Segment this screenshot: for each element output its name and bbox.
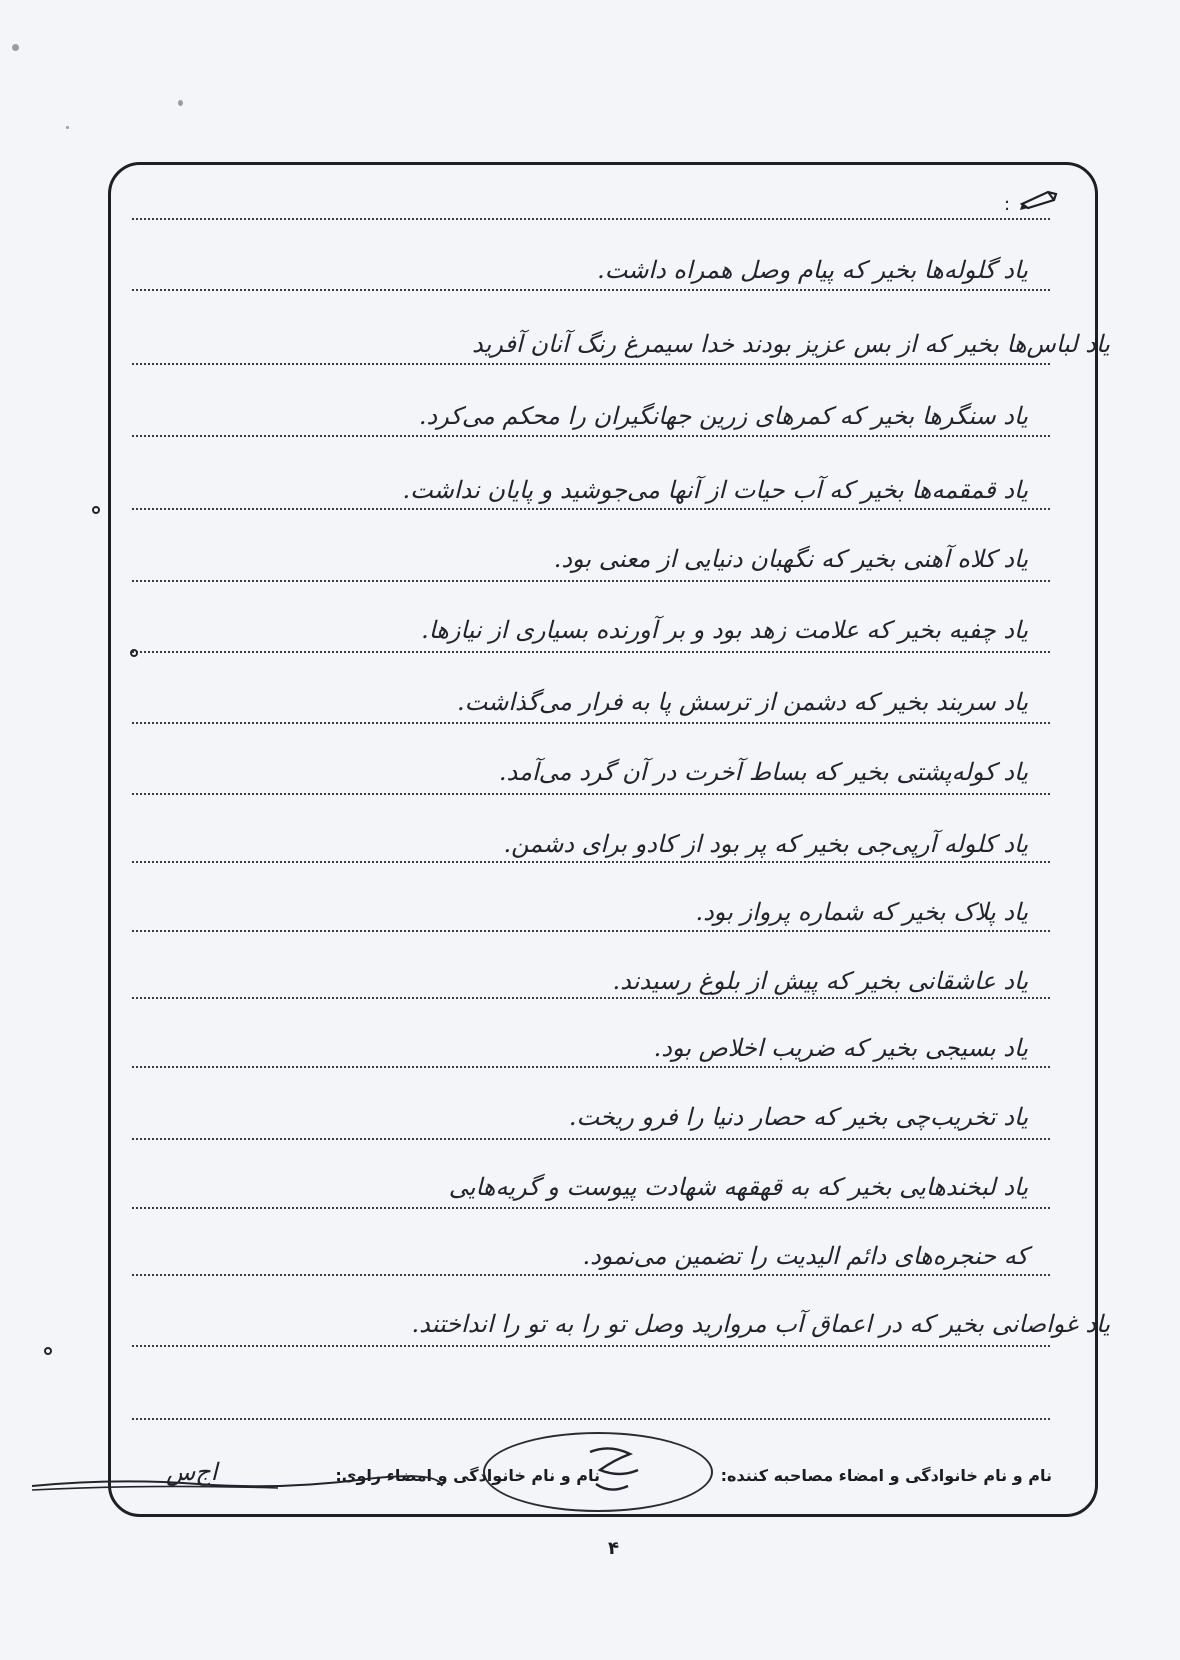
narrator-signature: اج‌س <box>166 1458 218 1486</box>
handwritten-line: یاد گلوله‌ها بخیر که پیام وصل همراه داشت. <box>597 256 1028 284</box>
ruled-line <box>132 651 1050 653</box>
margin-dot <box>130 649 138 657</box>
narrator-label: نام و نام خانوادگی و امضاء راوی: <box>335 1466 600 1485</box>
margin-dot <box>92 506 100 514</box>
pen-icon <box>1018 186 1062 212</box>
colon-mark: : <box>1004 194 1011 215</box>
handwritten-line: یاد قمقمه‌ها بخیر که آب حیات از آنها می‌جوشید و پایان نداشت. <box>402 476 1028 504</box>
ruled-line <box>132 508 1050 510</box>
ruled-line <box>132 722 1050 724</box>
handwritten-line: یاد لباس‌ها بخیر که از بس عزیز بودند خدا سیمرغ رنگ آنان آفرید <box>472 330 1110 358</box>
handwritten-line: که حنجره‌های دائم الیدیت را تضمین می‌نمود. <box>582 1242 1028 1270</box>
interviewer-signature <box>580 1440 650 1502</box>
page-number: ۴ <box>608 1538 619 1559</box>
ruled-line <box>132 997 1050 999</box>
ruled-line <box>132 1138 1050 1140</box>
ruled-line <box>132 218 1050 220</box>
handwritten-line: یاد غواصانی بخیر که در اعماق آب مروارید وصل تو را به تو را انداختند. <box>411 1310 1110 1338</box>
ruled-line <box>132 289 1050 291</box>
signature-stroke <box>28 1456 448 1502</box>
ruled-line <box>132 435 1050 437</box>
handwritten-line: یاد پلاک بخیر که شماره پرواز بود. <box>695 898 1028 926</box>
handwritten-line: یاد بسیجی بخیر که ضریب اخلاص بود. <box>653 1034 1028 1062</box>
ruled-line <box>132 363 1050 365</box>
paper-speck <box>178 100 183 106</box>
handwritten-line: یاد سنگرها بخیر که کمرهای زرین جهانگیران را محکم می‌کرد. <box>418 402 1028 430</box>
handwritten-line: یاد تخریب‌چی بخیر که حصار دنیا را فرو ریخت. <box>568 1103 1028 1131</box>
ruled-line <box>132 1418 1050 1420</box>
handwritten-line: یاد کوله‌پشتی بخیر که بساط آخرت در آن گرد می‌آمد. <box>498 758 1028 786</box>
ruled-line <box>132 580 1050 582</box>
handwritten-line: یاد کلوله آرپی‌جی بخیر که پر بود از کادو برای دشمن. <box>503 830 1028 858</box>
ruled-line <box>132 1345 1050 1347</box>
handwritten-line: یاد کلاه آهنی بخیر که نگهبان دنیایی از معنی بود. <box>553 545 1028 573</box>
interviewer-label: نام و نام خانوادگی و امضاء مصاحبه کننده: <box>720 1466 1052 1485</box>
ruled-line <box>132 793 1050 795</box>
ruled-line <box>132 1066 1050 1068</box>
paper-speck <box>66 126 69 129</box>
handwritten-line: یاد چفیه بخیر که علامت زهد بود و بر آورنده بسیاری از نیازها. <box>421 616 1028 644</box>
ruled-line <box>132 1207 1050 1209</box>
paper-speck <box>12 44 19 51</box>
ruled-line <box>132 1274 1050 1276</box>
ruled-line <box>132 861 1050 863</box>
handwritten-line: یاد لبخندهایی بخیر که به قهقهه شهادت پیوست و گریه‌هایی <box>448 1173 1028 1201</box>
handwritten-line: یاد سربند بخیر که دشمن از ترسش پا به فرار می‌گذاشت. <box>457 688 1028 716</box>
handwritten-line: یاد عاشقانی بخیر که پیش از بلوغ رسیدند. <box>612 967 1028 995</box>
margin-dot <box>44 1347 52 1355</box>
ruled-line <box>132 930 1050 932</box>
